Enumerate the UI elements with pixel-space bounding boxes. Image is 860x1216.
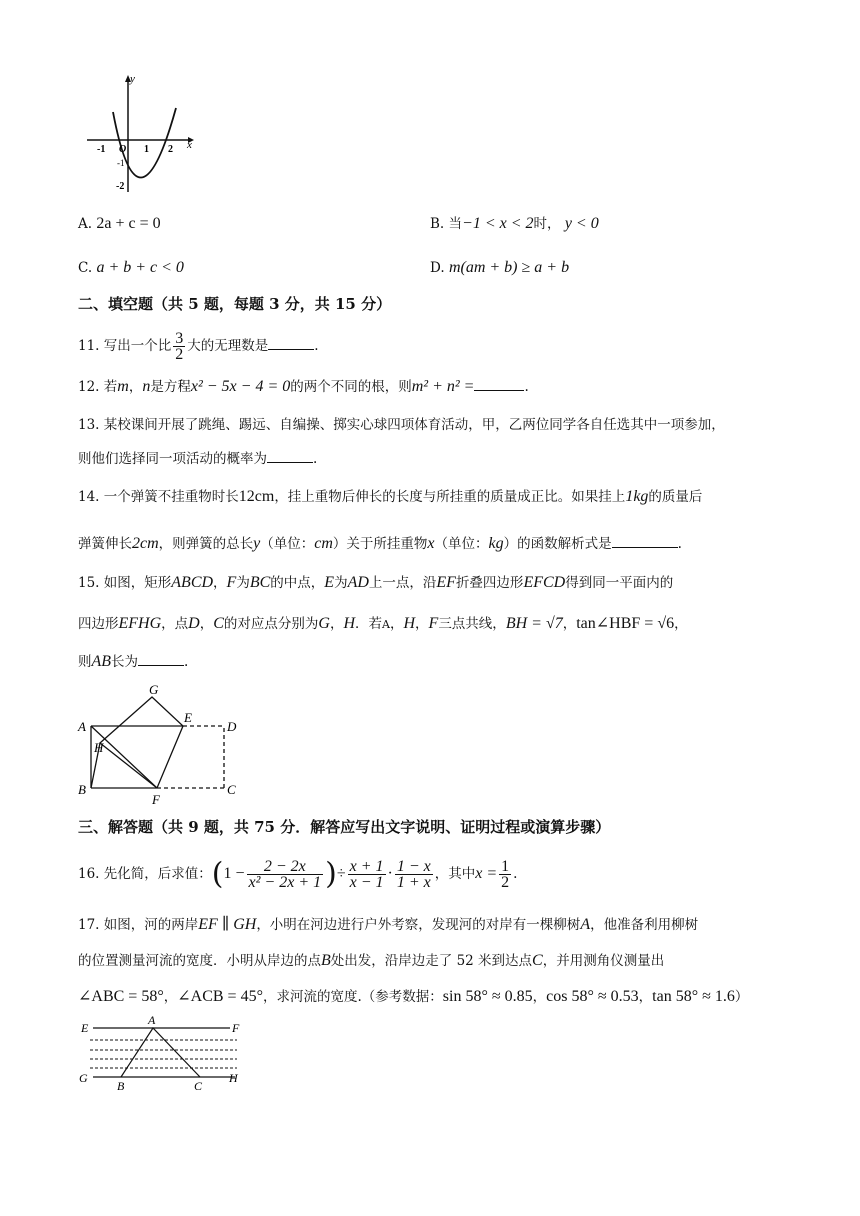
point-label: G — [79, 1071, 88, 1085]
river-figure — [75, 1012, 255, 1092]
question-17-line1: 17. 如图，河的两岸EF ∥ GH，小明在河边进行户外考察，发现河的对岸有一棵柳树A，他准备利用柳树 — [78, 916, 699, 933]
question-15-line1: 15. 如图，矩形ABCD，F为BC的中点，E为AD上一点，沿EF折叠四边形EFCD得到同一平面内的 — [78, 574, 674, 591]
tick-label: 2 — [168, 144, 173, 155]
point-label: E — [81, 1021, 89, 1035]
question-13-line1: 13. 某校课间开展了跳绳、踢远、自编操、掷实心球四项体育活动，甲，乙两位同学各自任选其中一项参加， — [78, 417, 725, 433]
origin-label: O — [119, 144, 127, 155]
question-17-line3: ∠ABC = 58°，∠ACB = 45°，求河流的宽度.（参考数据：sin 58° ≈ 0.85，cos 58° ≈ 0.53，tan 58° ≈ 1.6） — [78, 988, 749, 1005]
question-11: 11. 写出一个比 $\frac{3}{2}$ 大的无理数是 . — [78, 330, 319, 363]
fraction: $\frac{1}{2}$ — [501, 858, 510, 891]
tick-label: -1 — [97, 144, 106, 155]
question-12: 12. 若m，n是方程x² − 5x − 4 = 0的两个不同的根，则m² + n² = . — [78, 378, 529, 395]
point-label: D — [227, 719, 237, 734]
question-14-line1: 14. 一个弹簧不挂重物时长12cm，挂上重物后伸长的长度与所挂重的质量成正比。如果挂上1kg的质量后 — [78, 488, 703, 505]
tick-label: -2 — [116, 181, 125, 192]
point-label: B — [78, 782, 86, 797]
section-heading: 二、填空题（共 5 题，每题 3 分，共 15 分） — [78, 295, 392, 313]
point-label: H — [229, 1071, 238, 1085]
question-16: 16. 先化简，后求值：(1 − $\frac{2 - 2x}{\text{x² − 2x + 1}}$ )÷ $\frac{x + 1}{x - 1}$ · $\frac{1 - x}{1 + x}$ ，其中x = $\frac{1}{2}$ . — [78, 856, 518, 892]
y-axis-label: y — [130, 73, 135, 85]
point-label: A — [148, 1013, 156, 1027]
option-a: A. 2a + c = 0 — [78, 215, 161, 232]
question-13-line2: 则他们选择同一项活动的概率为 . — [78, 448, 317, 469]
answer-blank[interactable] — [268, 335, 314, 350]
answer-blank[interactable] — [138, 651, 184, 666]
answer-blank[interactable] — [474, 376, 524, 391]
point-label: F — [232, 1021, 240, 1035]
option-b: B. 当−1 < x < 2时， y < 0 — [430, 215, 599, 232]
x-axis-label: x — [187, 139, 192, 151]
fraction: $\frac{x + 1}{x - 1}$ — [349, 858, 384, 891]
tick-label: -1 — [117, 158, 125, 168]
option-d: D. m(am + b) ≥ a + b — [430, 259, 570, 276]
question-17-line2: 的位置测量河流的宽度．小明从岸边的点B处出发，沿岸边走了 52 米到达点C，并用测角仪测量出 — [78, 952, 665, 969]
point-label: C — [194, 1079, 203, 1092]
fraction: $\frac{3}{2}$ — [175, 330, 184, 363]
point-label: F — [152, 792, 160, 807]
question-15-line2: 四边形EFHG，点D，C的对应点分别为G，H．若A，H，F三点共线，BH = √7，tan∠HBF = √6， — [78, 615, 688, 632]
answer-blank[interactable] — [612, 533, 678, 548]
answer-blank[interactable] — [267, 448, 313, 463]
question-15-line3: 则AB长为 . — [78, 653, 189, 670]
point-label: A — [78, 719, 86, 734]
rectangle-fold-figure — [72, 680, 252, 810]
point-label: H — [94, 740, 104, 755]
tick-label: 1 — [144, 144, 149, 155]
point-label: B — [117, 1079, 125, 1092]
fraction: $\frac{1 - x}{1 + x}$ — [396, 858, 431, 891]
point-label: C — [227, 782, 236, 797]
point-label: E — [184, 710, 192, 725]
fraction: $\frac{2 - 2x}{\text{x² − 2x + 1}}$ — [248, 858, 322, 891]
point-label: G — [149, 682, 159, 697]
question-14-line2: 弹簧伸长2cm，则弹簧的总长y（单位：cm）关于所挂重物x（单位：kg）的函数解析式是 . — [78, 535, 682, 552]
section-heading: 三、解答题（共 9 题，共 75 分．解答应写出文字说明、证明过程或演算步骤） — [78, 818, 611, 836]
option-c: C. a + b + c < 0 — [78, 259, 184, 276]
parabola-figure — [82, 70, 200, 195]
